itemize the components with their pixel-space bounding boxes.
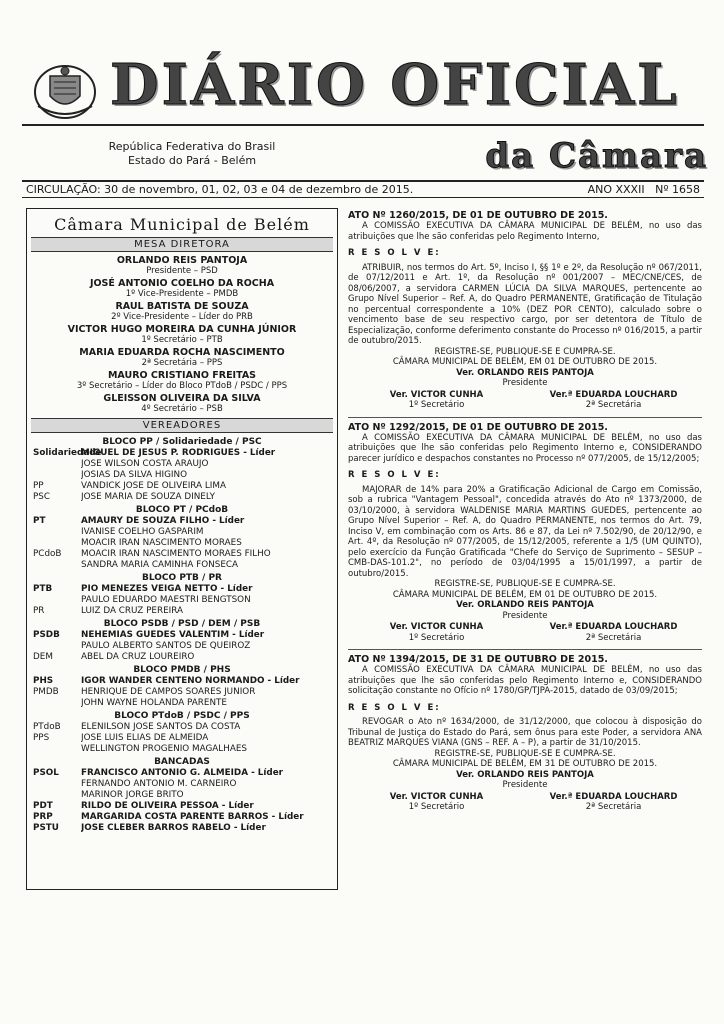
ato-title: ATO Nº 1292/2015, DE 01 DE OUTUBRO DE 2015. — [348, 421, 608, 433]
vereador-name: RILDO DE OLIVEIRA PESSOA - Líder — [81, 801, 254, 811]
vereador-name: MIGUEL DE JESUS P. RODRIGUES - Líder — [81, 448, 276, 458]
vereador-row — [27, 459, 337, 470]
masthead-rule — [22, 124, 704, 126]
vereador-party — [33, 790, 81, 801]
vereador-row — [27, 560, 337, 571]
signatures — [348, 390, 702, 411]
signer-name: Ver. VICTOR CUNHA — [389, 622, 484, 632]
president-name: Ver. ORLANDO REIS PANTOJA — [456, 769, 594, 780]
vereador-name: JOSÉ MARIA DE SOUZA DINELY — [81, 492, 215, 502]
vereador-name: ELENILSON JOSÉ SANTOS DA COSTA — [81, 722, 241, 732]
signer-name: Ver.ª EDUARDA LOUCHARD — [549, 389, 678, 400]
edition-year: ANO XXXII — [587, 183, 645, 196]
vereador-party: PSTU — [33, 823, 59, 833]
mesa-member-name: RAUL BATISTA DE SOUZA — [115, 301, 249, 312]
ato-body: REVOGAR o Ato nº 1634/2000, de 31/12/2000, que colocou à disposição do Tribunal de Justiça do Estado do Pará, sem ônus para este Poder, a servidora ANA BEATRIZ MARQUES VIANA (GNS – REF. A – P), a partir de 31/10/2015. — [348, 717, 702, 748]
vereador-name: JOSÉ CLEBER BARROS RABELO - Líder — [81, 823, 266, 833]
vereador-row — [27, 801, 337, 812]
bloco-title: BLOCO PTdoB / PSDC / PPS — [114, 711, 250, 721]
vereador-party: PTB — [33, 584, 53, 594]
vereador-party — [33, 595, 81, 606]
ato-title: ATO Nº 1394/2015, DE 31 DE OUTUBRO DE 2015. — [348, 654, 608, 665]
vereador-name: JOSÉ LUIS ELIAS DE ALMEIDA — [81, 733, 209, 743]
bloco-title: BLOCO PT / PCdoB — [135, 505, 229, 515]
signature-first-secretary — [352, 792, 522, 813]
vereador-row — [27, 595, 337, 606]
ato-block — [348, 417, 702, 644]
vereador-name: VANDICK JOSÉ DE OLIVEIRA LIMA — [81, 481, 226, 491]
ato-body: MAJORAR de 14% para 20% a Gratificação Adicional de Cargo em Comissão, sob a rubrica "Vantagem Pessoal", concedida através do Ato nº 1373/2000, de 03/10/2000, à servidora WALDENISE MARIA MARTINS GUEDES, pertencente ao Grupo Nível Superior – Ref. A, do Quadro PERMANENTE, nos termos do Art. 79, Inciso V, em combinação com os Arts. 86 e 87, da Lei nº 7.502/90, de 20/12/90, e Art. 4º, da Resolução nº 077/2005, de 15/12/2005, referente a 1/5 (UM QUINTO), pelo exercício da Função Gratificada "Chefe do Serviço de Suprimento – SESUP – CMB-DAS-101.2", no período de 03/04/1995 a 15/01/1997, a partir de outubro/2015. — [348, 484, 702, 579]
mesa-member-role: 2ª Secretária – PPS — [141, 358, 223, 368]
vereador-party: PDT — [33, 801, 53, 811]
ato-closing: REGISTRE-SE, PUBLIQUE-SE E CUMPRA-SE. — [434, 579, 616, 589]
vereador-name: PAULO EDUARDO MAESTRI BENGTSON — [81, 595, 251, 605]
vereador-party: PPS — [33, 733, 50, 743]
vereador-name: PAULO ALBERTO SANTOS DE QUEIROZ — [81, 641, 251, 651]
mesa-member-role: 2º Vice-Presidente – Líder do PRB — [111, 312, 253, 322]
vereador-name: MOACIR IRAN NASCIMENTO MORAES — [81, 538, 242, 548]
vereador-row — [27, 516, 337, 527]
ato-place-date: CÂMARA MUNICIPAL DE BELÉM, EM 01 DE OUTUBRO DE 2015. — [392, 589, 658, 600]
vereador-party: Solidariedade — [33, 448, 102, 458]
circulation-bar — [22, 180, 704, 198]
mesa-member-name: GLEISSON OLIVEIRA DA SILVA — [103, 393, 261, 404]
vereador-name: ABEL DA CRUZ LOUREIRO — [81, 652, 195, 662]
mesa-member-name: VICTOR HUGO MOREIRA DA CUNHA JÚNIOR — [67, 324, 297, 335]
vereador-party — [33, 459, 81, 470]
vereador-row — [27, 470, 337, 481]
vereador-name: MOACIR IRAN NASCIMENTO MORAES FILHO — [81, 549, 271, 559]
signature-second-secretary — [529, 390, 699, 411]
vereador-row — [27, 687, 337, 698]
ato-closing: REGISTRE-SE, PUBLIQUE-SE E CUMPRA-SE. — [434, 346, 616, 357]
vereador-row — [27, 823, 337, 834]
vereador-row — [27, 492, 337, 503]
vereador-name: MARGARIDA COSTA PARENTE BARROS - Líder — [81, 812, 304, 822]
mesa-member-role: 4º Secretário – PSB — [141, 404, 223, 414]
vereador-row — [27, 652, 337, 663]
vereador-name: LUIZ DA CRUZ PEREIRA — [81, 606, 184, 616]
signature-first-secretary — [352, 622, 522, 643]
vereador-name: SANDRA MARIA CAMINHA FONSECA — [81, 560, 239, 570]
vereador-name: AMAURY DE SOUZA FILHO - Líder — [81, 516, 245, 526]
mesa-member-role: 1º Vice-Presidente – PMDB — [125, 289, 239, 299]
vereador-row — [27, 538, 337, 549]
mesa-member-name: MARIA EDUARDA ROCHA NASCIMENTO — [79, 347, 285, 358]
vereador-row — [27, 630, 337, 641]
circulation-dates: CIRCULAÇÃO: 30 de novembro, 01, 02, 03 e 04 de dezembro de 2015. — [26, 183, 414, 196]
vereador-name: IGOR WANDER CENTENO NORMANDO - Líder — [81, 676, 300, 686]
signatures — [348, 792, 702, 813]
mesa-member-name: JOSÉ ANTONIO COELHO DA ROCHA — [89, 278, 275, 289]
vereador-row — [27, 790, 337, 801]
vereador-row — [27, 744, 337, 755]
ato-body: ATRIBUIR, nos termos do Art. 5º, Inciso I, §§ 1º e 2º, da Resolução nº 067/2011, de 07/12/2011 e Art. 1º, da Resolução nº 001/2007 – MEC/CNE/CES, de 08/06/2007, a servidora CARMEN LÚCIA DA SILVA MARQUES, pertencente ao Grupo Nível Superior – Ref. A, do Quadro PERMANENTE, Gratificação de Titulação no percentual correspondente a 10% (DEZ POR CENTO), calculado sobre o vencimento base de seu respectivo cargo, por ser detentora de Título de Especialização, conforme deferimento constante do Processo nº 016/2015, a partir de outubro/2015. — [348, 262, 702, 346]
vereador-row — [27, 549, 337, 560]
mesa-member-role: 1º Secretário – PTB — [141, 335, 223, 345]
mesa-member-name: ORLANDO REIS PANTOJA — [116, 255, 248, 266]
resolve-label: R E S O L V E: — [348, 248, 441, 258]
signer-role: 1º Secretário — [408, 802, 465, 812]
ato-place-date: CÂMARA MUNICIPAL DE BELÉM, EM 31 DE OUTUBRO DE 2015. — [392, 759, 658, 769]
vereador-row — [27, 812, 337, 823]
vereador-name: HENRIQUE DE CAMPOS SOARES JÚNIOR — [81, 687, 256, 697]
ato-block — [348, 210, 702, 411]
president-role: Presidente — [502, 610, 548, 621]
signer-role: 1º Secretário — [408, 632, 465, 643]
vereador-row — [27, 722, 337, 733]
vereador-row — [27, 698, 337, 709]
signer-name: Ver. VICTOR CUNHA — [389, 791, 484, 802]
signature-second-secretary — [529, 792, 699, 813]
vereadores-list — [27, 436, 337, 834]
coat-of-arms-icon — [30, 62, 100, 122]
vereador-party — [33, 779, 81, 790]
newspaper-title: DIÁRIO OFICIAL — [110, 52, 680, 118]
ato-title: ATO Nº 1260/2015, DE 01 DE OUTUBRO DE 2015. — [348, 210, 608, 221]
bloco-title: BLOCO PSDB / PSD / DEM / PSB — [103, 619, 261, 629]
acts-column — [348, 210, 702, 900]
bloco-title: BANCADAS — [154, 757, 210, 767]
vereadores-header: VEREADORES — [31, 418, 333, 433]
signer-role: 2ª Secretária — [585, 632, 642, 643]
vereador-row — [27, 768, 337, 779]
bloco-title: BLOCO PMDB / PHS — [133, 665, 231, 675]
vereador-party: PHS — [33, 676, 54, 686]
vereador-name: JOHN WAYNE HOLANDA PARENTE — [81, 698, 227, 708]
vereador-party: DEM — [33, 652, 53, 662]
ato-separator — [348, 649, 702, 650]
signature-first-secretary — [352, 390, 522, 411]
ato-intro: A COMISSÃO EXECUTIVA DA CÂMARA MUNICIPAL DE BELÉM, no uso das atribuições que lhe são conferidas pelo Regimento Interno e, CONSIDERANDO solicitação constante no Ofício nº 1780/GP/TJPA-2015, datado de 03/09/2015; — [348, 665, 702, 696]
signer-role: 1º Secretário — [408, 400, 465, 410]
ato-block — [348, 649, 702, 813]
mesa-member-role: Presidente – PSD — [146, 266, 218, 276]
vereador-row — [27, 448, 337, 459]
vereador-party: PSDB — [33, 630, 60, 640]
signer-name: Ver. VICTOR CUNHA — [389, 389, 484, 400]
ato-closing: REGISTRE-SE, PUBLIQUE-SE E CUMPRA-SE. — [434, 748, 616, 759]
masthead — [0, 0, 724, 200]
signer-name: Ver.ª EDUARDA LOUCHARD — [549, 791, 678, 802]
signer-name: Ver.ª EDUARDA LOUCHARD — [549, 622, 678, 632]
vereador-name: JOSIAS DA SILVA HIGINO — [81, 470, 188, 480]
vereador-party — [33, 560, 81, 571]
vereador-party — [33, 538, 81, 549]
vereador-party: PCdoB — [33, 549, 62, 559]
vereador-row — [27, 676, 337, 687]
president-name: Ver. ORLANDO REIS PANTOJA — [456, 367, 594, 378]
mesa-diretora-header: MESA DIRETORA — [31, 237, 333, 252]
edition-info — [588, 183, 700, 196]
vereador-name: IVANISE COELHO GASPARIM — [81, 527, 204, 537]
president-role: Presidente — [502, 378, 548, 388]
jurisdiction-block — [82, 140, 302, 168]
resolve-label: R E S O L V E: — [348, 470, 441, 480]
vereador-name: MARINOR JORGE BRITO — [81, 790, 184, 800]
signer-role: 2ª Secretária — [585, 400, 642, 410]
vereador-party: PR — [33, 606, 45, 616]
council-box — [26, 208, 338, 890]
vereador-name: WELLINGTON PROGÊNIO MAGALHÃES — [81, 744, 247, 754]
signature-second-secretary — [529, 622, 699, 643]
newspaper-subtitle: da Câmara — [485, 136, 708, 176]
ato-separator — [348, 417, 702, 418]
vereador-party — [33, 470, 81, 481]
vereador-row — [27, 641, 337, 652]
president-name: Ver. ORLANDO REIS PANTOJA — [456, 600, 594, 610]
estado-line: Estado do Pará - Belém — [127, 154, 257, 167]
vereador-name: NEHEMIAS GUEDES VALENTIM - Líder — [81, 630, 265, 640]
ato-intro: A COMISSÃO EXECUTIVA DA CÂMARA MUNICIPAL DE BELÉM, no uso das atribuições que lhe são conferidas pelo Regimento Interno e, CONSIDERANDO parecer jurídico e despachos constantes no Processo nº 077/2005, de 15/12/2005; — [348, 432, 702, 464]
vereador-party: PRP — [33, 812, 53, 822]
vereador-row — [27, 779, 337, 790]
signatures — [348, 622, 702, 643]
vereador-row — [27, 733, 337, 744]
vereador-party — [33, 744, 81, 755]
vereador-party: PP — [33, 481, 44, 491]
ato-intro: A COMISSÃO EXECUTIVA DA CÂMARA MUNICIPAL DE BELÉM, no uso das atribuições que lhe são conferidas pelo Regimento Interno, — [348, 221, 702, 242]
mesa-member-role: 3º Secretário – Líder do Bloco PTdoB / PSDC / PPS — [76, 381, 288, 391]
resolve-label: R E S O L V E: — [348, 702, 441, 713]
vereador-party: PSC — [33, 492, 51, 502]
vereador-row — [27, 481, 337, 492]
signer-role: 2ª Secretária — [585, 802, 642, 812]
mesa-diretora-list — [27, 255, 337, 415]
ato-place-date: CÂMARA MUNICIPAL DE BELÉM, EM 01 DE OUTUBRO DE 2015. — [392, 357, 658, 367]
mesa-member-name: MAURO CRISTIANO FREITAS — [107, 370, 257, 381]
vereador-party: PT — [33, 516, 46, 526]
vereador-party — [33, 641, 81, 652]
vereador-name: JOSÉ WILSON COSTA ARAÚJO — [81, 459, 209, 469]
vereador-party: PSOL — [33, 768, 59, 778]
vereador-party: PMDB — [33, 687, 59, 697]
vereador-name: FRANCISCO ANTONIO G. ALMEIDA - Líder — [81, 768, 284, 778]
vereador-party — [33, 527, 81, 538]
vereador-name: FERNANDO ANTONIO M. CARNEIRO — [81, 779, 237, 789]
vereador-row — [27, 584, 337, 595]
bloco-title: BLOCO PP / Solidariedade / PSC — [102, 437, 262, 447]
council-heading: Câmara Municipal de Belém — [54, 215, 310, 234]
president-role: Presidente — [502, 780, 548, 790]
vereador-row — [27, 606, 337, 617]
vereador-party: PTdoB — [33, 722, 61, 732]
republica-line: República Federativa do Brasil — [108, 140, 276, 153]
vereador-name: PIO MENEZES VEIGA NETTO - Líder — [81, 584, 253, 594]
vereador-party — [33, 698, 81, 709]
bloco-title: BLOCO PTB / PR — [142, 573, 222, 583]
edition-number: Nº 1658 — [655, 183, 700, 196]
vereador-row — [27, 527, 337, 538]
